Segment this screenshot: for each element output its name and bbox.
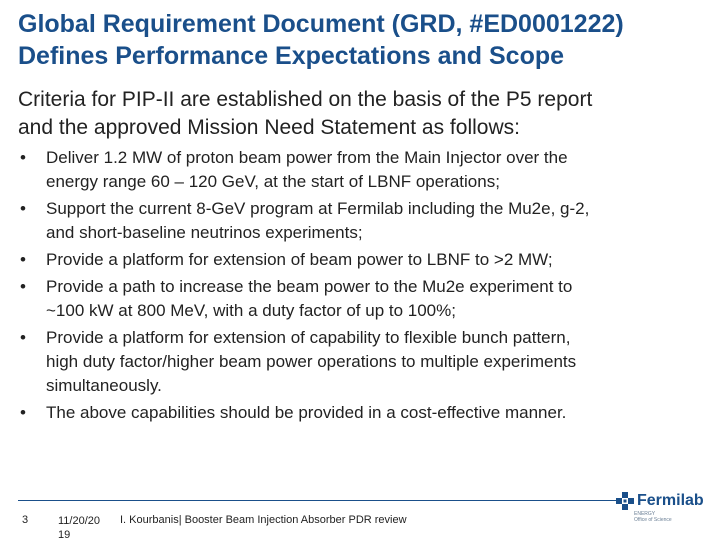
list-item-line: energy range 60 – 120 GeV, at the start of LBNF operations; <box>46 172 500 191</box>
list-item-line: simultaneously. <box>46 376 162 395</box>
slide-title <box>18 8 708 72</box>
list-item-text <box>46 401 708 425</box>
fermilab-logo <box>616 492 712 523</box>
list-item-line: The above capabilities should be provided in a cost-effective manner. <box>46 403 567 422</box>
list-item-text <box>46 326 708 398</box>
list-item-line: Provide a platform for extension of beam power to LBNF to >2 MW; <box>46 250 553 269</box>
list-item-line: and short-baseline neutrinos experiments; <box>46 223 363 242</box>
list-item-text <box>46 248 708 272</box>
footer-date <box>58 514 108 542</box>
logo-subtitle <box>634 511 672 523</box>
footer-date-line: 11/20/20 <box>58 515 101 527</box>
footer-divider <box>18 500 622 501</box>
intro-line-1: Criteria for PIP-II are established on the basis of the P5 report <box>18 88 593 111</box>
logo-subtitle-line: Office of Science <box>634 517 672 523</box>
slide-title-line-1: Global Requirement Document (GRD, #ED0001222) <box>18 10 624 38</box>
list-item-line: Support the current 8-GeV program at Fermilab including the Mu2e, g-2, <box>46 199 590 218</box>
list-item <box>18 326 708 398</box>
footer-text: I. Kourbanis| Booster Beam Injection Absorber PDR review <box>120 514 407 526</box>
intro-line-2: and the approved Mission Need Statement as follows: <box>18 116 520 139</box>
list-item <box>18 275 708 323</box>
bullet-symbol: • <box>20 250 26 269</box>
list-item <box>18 146 708 194</box>
intro-text <box>18 86 708 142</box>
logo-name: Fermilab <box>637 492 704 509</box>
list-item-line: ~100 kW at 800 MeV, with a duty factor of up to 100%; <box>46 301 456 320</box>
logo-subtitle-line: ENERGY <box>634 511 656 517</box>
list-item-line: Provide a path to increase the beam power to the Mu2e experiment to <box>46 277 573 296</box>
list-item <box>18 401 708 425</box>
footer-date-line: 19 <box>58 529 71 541</box>
list-item-text <box>46 275 708 323</box>
bullet-symbol: • <box>20 277 26 296</box>
requirements-list <box>18 146 708 428</box>
bullet-symbol: • <box>20 328 26 347</box>
list-item <box>18 248 708 272</box>
list-item-line: high duty factor/higher beam power operations to multiple experiments <box>46 352 577 371</box>
bullet-symbol: • <box>20 199 26 218</box>
fermilab-logo-icon <box>616 492 634 510</box>
list-item-text <box>46 146 708 194</box>
bullet-symbol: • <box>20 403 26 422</box>
page-number: 3 <box>22 514 29 526</box>
slide-title-line-2: Defines Performance Expectations and Scope <box>18 42 565 70</box>
list-item-line: Provide a platform for extension of capability to flexible bunch pattern, <box>46 328 571 347</box>
list-item-line: Deliver 1.2 MW of proton beam power from the Main Injector over the <box>46 148 568 167</box>
list-item <box>18 197 708 245</box>
list-item-text <box>46 197 708 245</box>
bullet-symbol: • <box>20 148 26 167</box>
